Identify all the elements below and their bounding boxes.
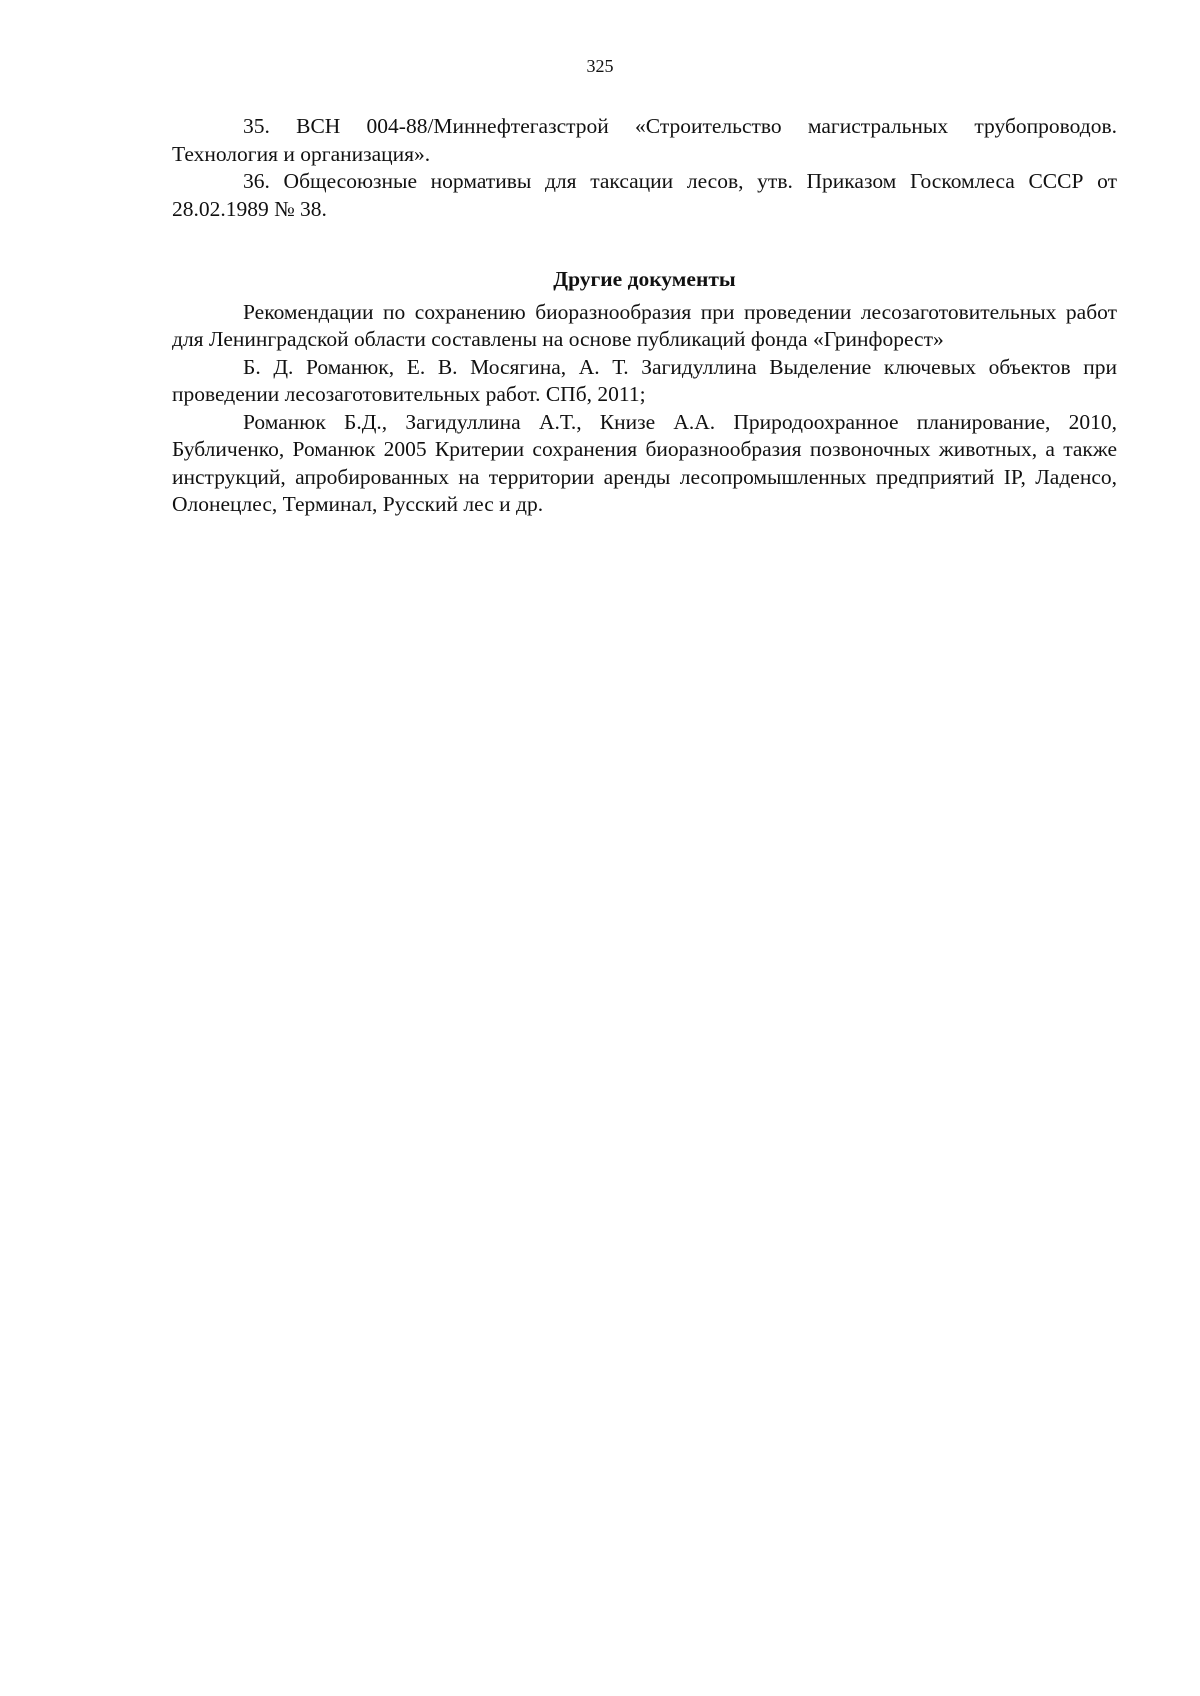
document-body bbox=[172, 113, 1117, 519]
other-document-item: Б. Д. Романюк, Е. В. Мосягина, А. Т. Загидуллина Выделение ключевых объектов при проведении лесозаготовительных работ. СПб, 2011; bbox=[172, 354, 1117, 406]
reference-item-36: 36. Общесоюзные нормативы для таксации лесов, утв. Приказом Госкомлеса СССР от 28.02.1989 № 38. bbox=[172, 169, 1117, 221]
section-heading-other-documents: Другие документы bbox=[553, 267, 736, 291]
other-document-item: Романюк Б.Д., Загидуллина А.Т., Книзе А.А. Природоохранное планирование, 2010, Бубличенко, Романюк 2005 Критерии сохранения биоразнообразия позвоночных животных, а также инструкций, апробированных на территории аренды лесопромышленных предприятий IP, Ладенсо, Олонецлес, Терминал, Русский лес и др. bbox=[172, 409, 1117, 516]
page-number: 325 bbox=[586, 56, 614, 76]
reference-item-35: 35. ВСН 004-88/Миннефтегазстрой «Строительство магистральных трубопроводов. Технология и организация». bbox=[172, 114, 1117, 166]
other-document-item: Рекомендации по сохранению биоразнообразия при проведении лесозаготовительных работ для Ленинградской области составлены на основе публикаций фонда «Гринфорест» bbox=[172, 299, 1117, 351]
